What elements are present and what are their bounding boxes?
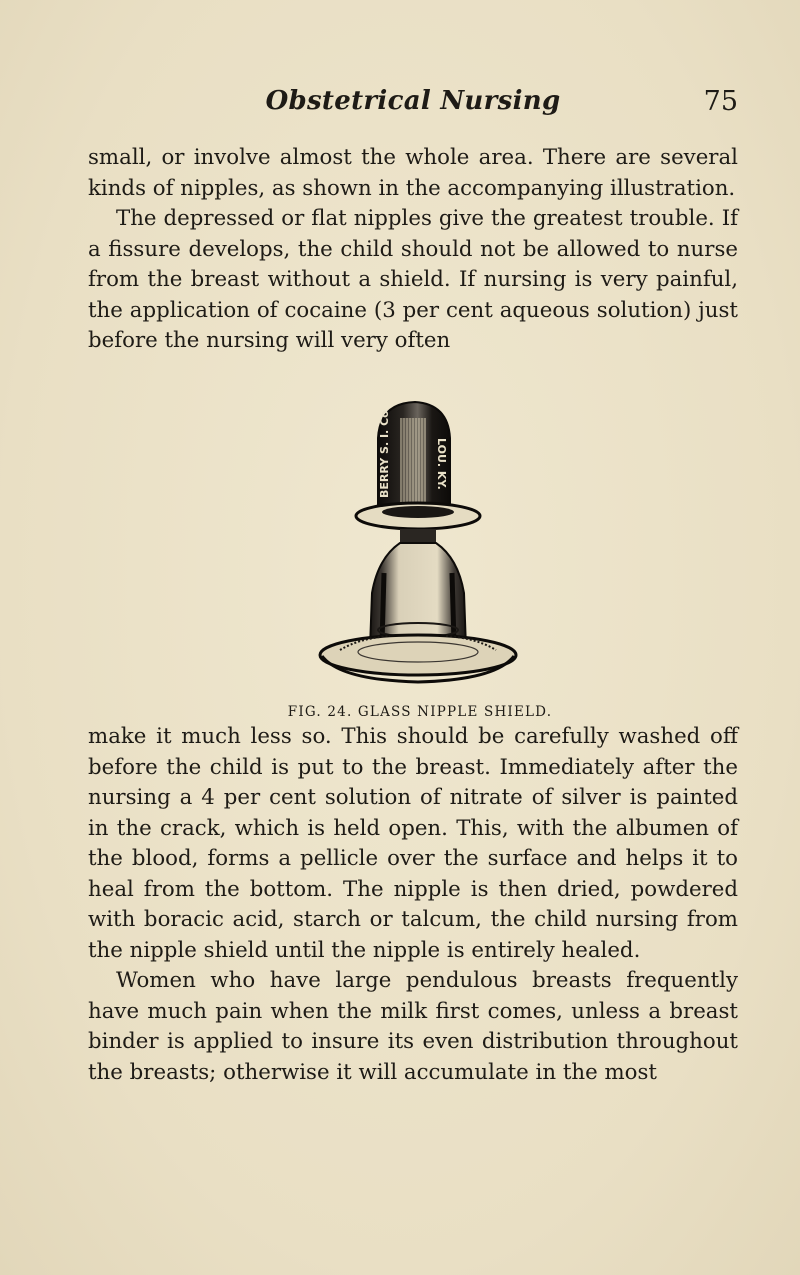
stamp-left: BERRY S. I. Co	[378, 410, 391, 498]
paragraph-continuation: small, or involve almost the whole area. There are several kinds of nipples, as shown in the accompanying illustration.	[88, 145, 738, 201]
paragraph-treatment: make it much less so. This should be carefully washed off before the child is put to the breast. Immediately after the nursing a 4 per cent solution of nitrate of silver is painted in the crack, which is held open. This, with the albumen of the blood, forms a pellicle over the surface and helps it to heal from the bottom. The nipple is then dried, powdered with boracic acid, starch or talcum, the child nursing from the nipple shield until the nipple is entirely healed.	[88, 724, 738, 963]
paragraph-flat-nipples: The depressed or flat nipples give the greatest trouble. If a fissure develops, the child should not be allowed to nurse from the breast without a shield. If nursing is very painful, the application of cocaine (3 per cent aqueous solution) just before the nursing will very often	[88, 206, 738, 353]
figure-caption: FIG. 24. GLASS NIPPLE SHIELD.	[287, 704, 553, 720]
page-number: 75	[703, 86, 738, 117]
text-block-bottom	[88, 722, 738, 1088]
paragraph-pendulous-breasts: Women who have large pendulous breasts frequently have much pain when the milk first comes, unless a breast binder is applied to insure its even distribution throughout the breasts; otherwise it will accumulate in the most	[88, 968, 738, 1085]
running-head	[88, 86, 738, 120]
glass-nipple-shield-illustration	[300, 398, 530, 698]
running-title: Obstetrical Nursing	[265, 86, 561, 116]
stamp-right: LOU. KY.	[435, 438, 448, 490]
text-block-top	[88, 143, 738, 357]
